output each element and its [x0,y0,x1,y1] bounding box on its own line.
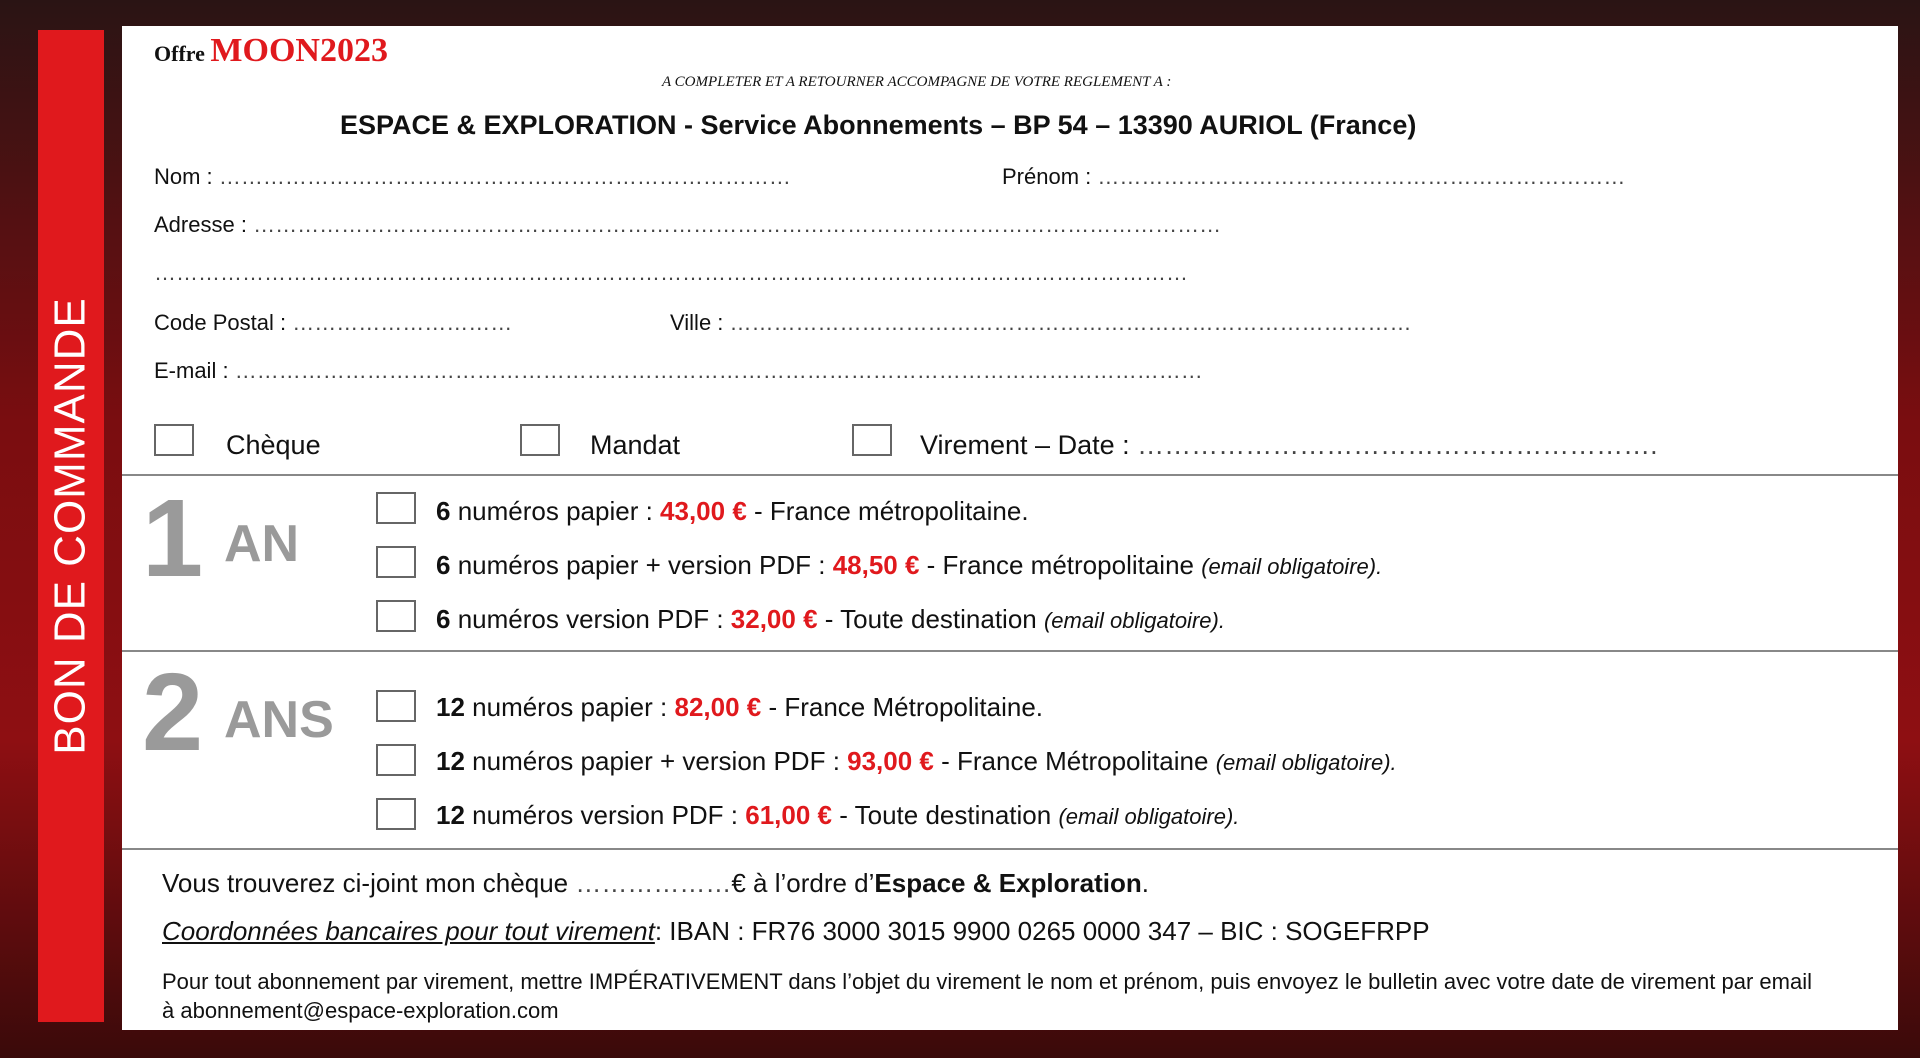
code-postal-field[interactable]: Code Postal : ………………………… [154,310,513,335]
virement-date-field[interactable]: Virement – Date : …………………………………………………. [920,430,1658,460]
mandat-checkbox[interactable] [520,424,560,456]
email-label: E-mail : [154,358,229,383]
plan-1-option-1: 6 numéros papier : 43,00 € - France métropolitaine. [436,496,1029,526]
instructions: A COMPLETER ET A RETOURNER ACCOMPAGNE DE VOTRE REGLEMENT A : [662,74,1172,90]
divider [122,848,1898,850]
adresse-line-2[interactable]: …………………………………………………………………………………………………………………………… [154,260,1188,285]
mailing-address: ESPACE & EXPLORATION - Service Abonnements – BP 54 – 13390 AURIOL (France) [340,110,1417,140]
plan-1-option-2-checkbox[interactable] [376,546,416,578]
plan-2-unit: ANS [224,691,334,749]
plan-1-option-2: 6 numéros papier + version PDF : 48,50 € - France métropolitaine (email obligatoire). [436,550,1383,580]
divider [122,474,1898,476]
plan-1-option-3-checkbox[interactable] [376,600,416,632]
divider [122,650,1898,652]
adresse-label: Adresse : [154,212,247,237]
order-form [122,26,1898,1030]
plan-2-option-2: 12 numéros papier + version PDF : 93,00 € - France Métropolitaine (email obligatoire). [436,746,1397,776]
plan-1-option-3: 6 numéros version PDF : 32,00 € - Toute destination (email obligatoire). [436,604,1225,634]
transfer-notice: Pour tout abonnement par virement, mettre IMPÉRATIVEMENT dans l’objet du virement le nom et prénom, puis envoyez le bulletin avec votre date de virement par email à abonnement@espace-exploration.com [162,969,1812,1023]
plan-2-option-1: 12 numéros papier : 82,00 € - France Métropolitaine. [436,692,1044,722]
plan-1-number: 1 [142,477,204,600]
cheque-label: Chèque [226,430,321,460]
offer-code: MOON2023 [210,32,388,69]
prenom-label: Prénom : [1002,164,1092,189]
nom-field[interactable]: Nom : …………………………………………………………………… [154,164,791,189]
prenom-field[interactable]: Prénom : ……………………………………………………………… [1002,164,1626,189]
ville-label: Ville : [670,310,724,335]
virement-label: Virement – Date : [920,430,1130,460]
virement-checkbox[interactable] [852,424,892,456]
offer-label: Offre [154,41,205,66]
bank-details: Coordonnées bancaires pour tout virement: IBAN : FR76 3000 3015 9900 0265 0000 347 – BIC : SOGEFRPP [162,916,1430,946]
adresse-field[interactable]: Adresse : …………………………………………………………………………………………………………………… [154,212,1222,237]
plan-1-unit: AN [224,515,300,573]
plan-2-option-2-checkbox[interactable] [376,744,416,776]
ville-field[interactable]: Ville : ………………………………………………………………………………… [670,310,1412,335]
cheque-checkbox[interactable] [154,424,194,456]
plan-2-option-3-checkbox[interactable] [376,798,416,830]
code-postal-label: Code Postal : [154,310,287,335]
email-field[interactable]: E-mail : …………………………………………………………………………………………………………………… [154,358,1203,383]
mandat-label: Mandat [590,430,681,460]
sidebar-title: BON DE COMMANDE [46,297,96,755]
plan-2-option-1-checkbox[interactable] [376,690,416,722]
cheque-line: Vous trouverez ci-joint mon chèque ………………€ à l’ordre d’Espace & Exploration. [162,868,1149,898]
plan-2-number: 2 [142,651,204,774]
offer-line [154,32,388,70]
plan-2-option-3: 12 numéros version PDF : 61,00 € - Toute destination (email obligatoire). [436,800,1240,830]
nom-label: Nom : [154,164,213,189]
sidebar-banner [38,30,104,1022]
plan-1-option-1-checkbox[interactable] [376,492,416,524]
